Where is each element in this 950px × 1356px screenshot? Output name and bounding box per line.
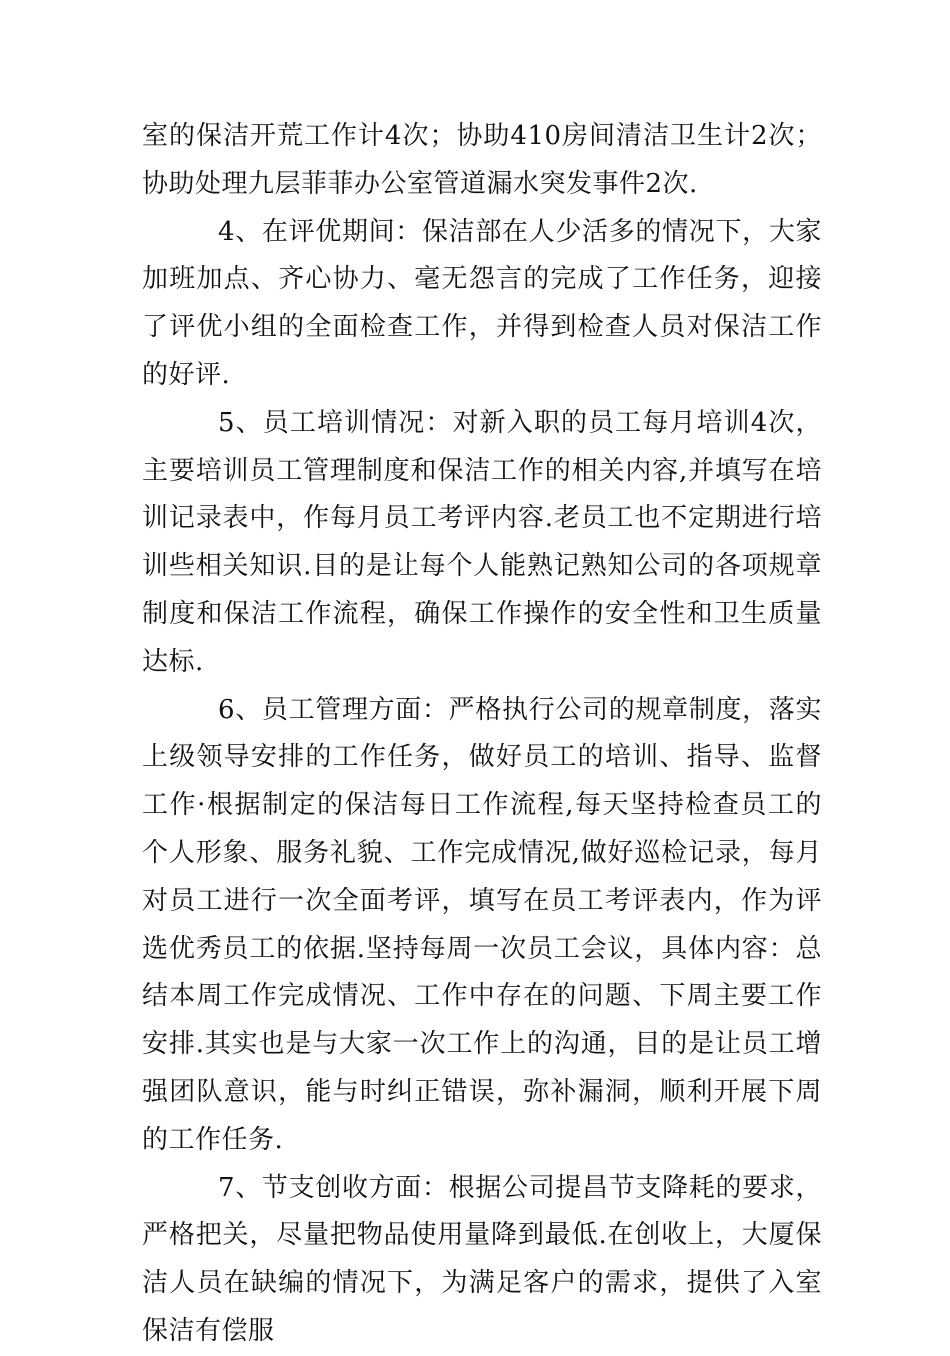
paragraph-continuation: 室的保洁开荒工作计4次；协助410房间清洁卫生计2次；协助处理九层菲菲办公室管道漏水突发事件2次. (142, 121, 822, 199)
paragraph-item-7: 7、节支创收方面：根据公司提昌节支降耗的要求，严格把关，尽量把物品使用量降到最低.在创收上，大厦保洁人员在缺编的情况下，为满足客户的需求，提供了入室保洁有偿服 (142, 1172, 822, 1346)
paragraph-item-5: 5、员工培训情况：对新入职的员工每月培训4次，主要培训员工管理制度和保洁工作的相关内容,并填写在培训记录表中，作每月员工考评内容.老员工也不定期进行培训些相关知识.目的是让每个人能熟记熟知公司的各项规章制度和保洁工作流程，确保工作操作的安全性和卫生质量达标. (142, 407, 822, 677)
document-body (142, 113, 822, 1356)
paragraph-item-4: 4、在评优期间：保洁部在人少活多的情况下，大家加班加点、齐心协力、毫无怨言的完成了工作任务，迎接了评优小组的全面检查工作，并得到检查人员对保洁工作的好评. (142, 216, 822, 390)
paragraph-item-6: 6、员工管理方面：严格执行公司的规章制度，落实上级领导安排的工作任务，做好员工的培训、指导、监督工作·根据制定的保洁每日工作流程,每天坚持检查员工的个人形象、服务礼貌、工作完成情况,做好巡检记录，每月对员工进行一次全面考评，填写在员工考评表内，作为评选优秀员工的依据.坚持每周一次员工会议，具体内容：总结本周工作完成情况、工作中存在的问题、下周主要工作安排.其实也是与大家一次工作上的沟通，目的是让员工增强团队意识，能与时纠正错误，弥补漏洞，顺利开展下周的工作任务. (142, 694, 822, 1155)
